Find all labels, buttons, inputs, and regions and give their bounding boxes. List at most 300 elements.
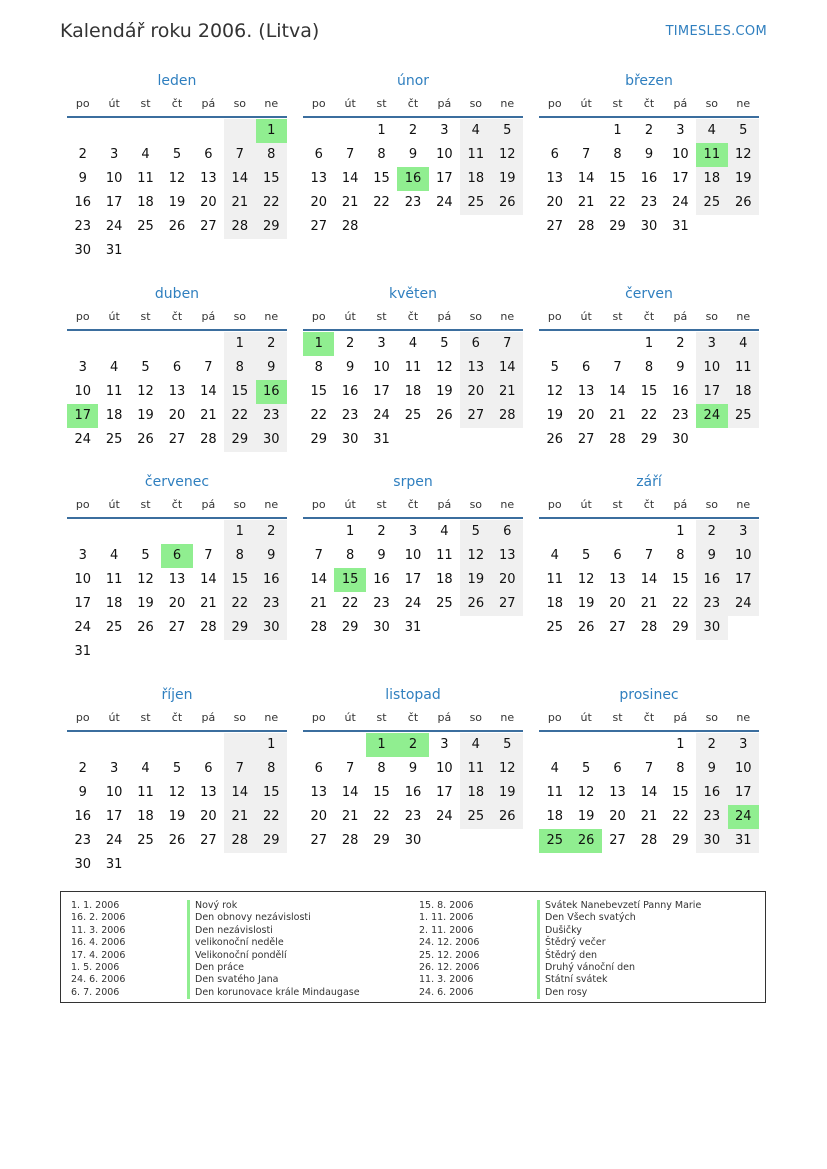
- day-cell[interactable]: 29: [310, 432, 327, 447]
- day-cell[interactable]: 13: [609, 572, 626, 587]
- day-cell[interactable]: 15: [256, 167, 287, 191]
- day-cell[interactable]: 15: [640, 384, 658, 399]
- day-cell[interactable]: 17: [74, 596, 91, 611]
- day-cell[interactable]: 15: [672, 572, 689, 587]
- day-cell[interactable]: 3: [696, 332, 727, 356]
- day-cell[interactable]: 18: [728, 380, 759, 404]
- day-cell[interactable]: 15: [224, 568, 255, 592]
- day-cell[interactable]: 5: [172, 147, 182, 162]
- day-cell[interactable]: 22: [640, 408, 658, 423]
- day-cell[interactable]: 22: [672, 809, 689, 824]
- day-cell[interactable]: 1: [345, 524, 355, 539]
- day-cell[interactable]: 31: [105, 857, 123, 872]
- day-cell[interactable]: 5: [440, 336, 449, 351]
- day-cell[interactable]: 7: [204, 360, 213, 375]
- day-cell[interactable]: 12: [546, 384, 563, 399]
- day-cell[interactable]: 6: [460, 332, 491, 356]
- day-cell[interactable]: 4: [696, 119, 727, 143]
- day-cell[interactable]: 28: [200, 620, 217, 635]
- day-cell[interactable]: 4: [460, 733, 491, 757]
- day-cell[interactable]: 3: [78, 360, 87, 375]
- day-cell[interactable]: 2: [78, 147, 87, 162]
- day-cell[interactable]: 3: [728, 520, 759, 544]
- day-cell[interactable]: 14: [492, 356, 523, 380]
- day-cell[interactable]: 26: [137, 620, 154, 635]
- day-cell[interactable]: 1: [303, 332, 334, 356]
- day-cell[interactable]: 24: [696, 404, 727, 428]
- day-cell[interactable]: 11: [137, 785, 154, 800]
- day-cell[interactable]: 23: [373, 596, 390, 611]
- day-cell[interactable]: 4: [109, 548, 119, 563]
- day-cell[interactable]: 3: [377, 336, 386, 351]
- day-cell[interactable]: 3: [440, 737, 449, 752]
- day-cell[interactable]: 12: [137, 572, 154, 587]
- day-cell[interactable]: 11: [436, 548, 453, 563]
- day-cell[interactable]: 17: [696, 380, 727, 404]
- day-cell[interactable]: 12: [168, 171, 186, 186]
- day-cell[interactable]: 16: [74, 809, 91, 824]
- day-cell[interactable]: 3: [728, 733, 759, 757]
- day-cell[interactable]: 20: [577, 408, 595, 423]
- day-cell[interactable]: 11: [728, 356, 759, 380]
- day-cell[interactable]: 20: [609, 596, 626, 611]
- day-cell[interactable]: 16: [397, 167, 428, 191]
- day-cell[interactable]: 8: [377, 147, 386, 162]
- day-cell[interactable]: 24: [436, 195, 453, 210]
- day-cell[interactable]: 1: [224, 520, 255, 544]
- day-cell[interactable]: 22: [256, 805, 287, 829]
- day-cell[interactable]: 29: [341, 620, 359, 635]
- day-cell[interactable]: 30: [404, 833, 422, 848]
- day-cell[interactable]: 31: [105, 243, 123, 258]
- day-cell[interactable]: 23: [404, 809, 422, 824]
- day-cell[interactable]: 5: [550, 360, 559, 375]
- day-cell[interactable]: 5: [141, 360, 150, 375]
- day-cell[interactable]: 6: [314, 761, 323, 776]
- day-cell[interactable]: 22: [373, 809, 390, 824]
- day-cell[interactable]: 14: [224, 167, 255, 191]
- day-cell[interactable]: 24: [728, 805, 759, 829]
- day-cell[interactable]: 21: [341, 809, 359, 824]
- day-cell[interactable]: 7: [644, 761, 654, 776]
- day-cell[interactable]: 22: [609, 195, 626, 210]
- day-cell[interactable]: 20: [310, 809, 327, 824]
- day-cell[interactable]: 26: [492, 191, 523, 215]
- day-cell[interactable]: 23: [256, 592, 287, 616]
- day-cell[interactable]: 22: [373, 195, 390, 210]
- day-cell[interactable]: 18: [105, 596, 123, 611]
- day-cell[interactable]: 23: [640, 195, 658, 210]
- day-cell[interactable]: 28: [200, 432, 217, 447]
- day-cell[interactable]: 20: [546, 195, 563, 210]
- day-cell[interactable]: 20: [609, 809, 626, 824]
- day-cell[interactable]: 6: [204, 147, 213, 162]
- day-cell[interactable]: 21: [310, 596, 327, 611]
- day-cell[interactable]: 11: [546, 785, 563, 800]
- day-cell[interactable]: 29: [609, 219, 626, 234]
- day-cell[interactable]: 25: [460, 805, 491, 829]
- day-cell[interactable]: 19: [577, 809, 595, 824]
- day-cell[interactable]: 1: [644, 336, 654, 351]
- day-cell[interactable]: 18: [546, 596, 563, 611]
- day-cell[interactable]: 25: [105, 432, 123, 447]
- day-cell[interactable]: 3: [78, 548, 87, 563]
- day-cell[interactable]: 8: [224, 356, 255, 380]
- day-cell[interactable]: 28: [341, 219, 359, 234]
- day-cell[interactable]: 17: [105, 195, 123, 210]
- day-cell[interactable]: 2: [408, 123, 418, 138]
- day-cell[interactable]: 5: [581, 761, 591, 776]
- day-cell[interactable]: 2: [676, 336, 685, 351]
- day-cell[interactable]: 8: [676, 548, 685, 563]
- day-cell[interactable]: 10: [696, 356, 727, 380]
- day-cell[interactable]: 23: [672, 408, 689, 423]
- day-cell[interactable]: 16: [256, 380, 287, 404]
- day-cell[interactable]: 3: [408, 524, 418, 539]
- day-cell[interactable]: 26: [168, 219, 186, 234]
- day-cell[interactable]: 30: [74, 243, 91, 258]
- day-cell[interactable]: 19: [137, 596, 154, 611]
- day-cell[interactable]: 7: [224, 757, 255, 781]
- day-cell[interactable]: 3: [440, 123, 449, 138]
- day-cell[interactable]: 14: [609, 384, 626, 399]
- day-cell[interactable]: 17: [728, 781, 759, 805]
- day-cell[interactable]: 25: [546, 620, 563, 635]
- day-cell[interactable]: 6: [613, 761, 622, 776]
- day-cell[interactable]: 2: [644, 123, 654, 138]
- day-cell[interactable]: 25: [728, 404, 759, 428]
- day-cell[interactable]: 16: [640, 171, 658, 186]
- day-cell[interactable]: 13: [492, 544, 523, 568]
- day-cell[interactable]: 5: [492, 733, 523, 757]
- day-cell[interactable]: 28: [640, 620, 658, 635]
- day-cell[interactable]: 21: [200, 596, 217, 611]
- day-cell[interactable]: 13: [577, 384, 595, 399]
- day-cell[interactable]: 21: [224, 805, 255, 829]
- day-cell[interactable]: 16: [672, 384, 689, 399]
- day-cell[interactable]: 13: [168, 572, 186, 587]
- day-cell[interactable]: 14: [310, 572, 327, 587]
- day-cell[interactable]: 14: [640, 572, 658, 587]
- day-cell[interactable]: 16: [341, 384, 359, 399]
- day-cell[interactable]: 28: [492, 404, 523, 428]
- day-cell[interactable]: 5: [172, 761, 182, 776]
- day-cell[interactable]: 17: [105, 809, 123, 824]
- day-cell[interactable]: 3: [676, 123, 685, 138]
- day-cell[interactable]: 26: [546, 432, 563, 447]
- day-cell[interactable]: 2: [78, 761, 87, 776]
- day-cell[interactable]: 11: [460, 143, 491, 167]
- day-cell[interactable]: 30: [341, 432, 359, 447]
- day-cell[interactable]: 7: [314, 548, 323, 563]
- day-cell[interactable]: 24: [672, 195, 689, 210]
- day-cell[interactable]: 22: [310, 408, 327, 423]
- day-cell[interactable]: 21: [200, 408, 217, 423]
- day-cell[interactable]: 25: [539, 829, 570, 853]
- day-cell[interactable]: 9: [78, 785, 87, 800]
- day-cell[interactable]: 14: [224, 781, 255, 805]
- day-cell[interactable]: 17: [404, 572, 422, 587]
- day-cell[interactable]: 18: [105, 408, 123, 423]
- day-cell[interactable]: 16: [256, 568, 287, 592]
- day-cell[interactable]: 19: [460, 568, 491, 592]
- day-cell[interactable]: 20: [310, 195, 327, 210]
- day-cell[interactable]: 25: [460, 191, 491, 215]
- day-cell[interactable]: 15: [609, 171, 626, 186]
- day-cell[interactable]: 4: [109, 360, 119, 375]
- day-cell[interactable]: 13: [609, 785, 626, 800]
- day-cell[interactable]: 23: [256, 404, 287, 428]
- day-cell[interactable]: 8: [644, 360, 654, 375]
- day-cell[interactable]: 26: [577, 620, 595, 635]
- day-cell[interactable]: 23: [404, 195, 422, 210]
- day-cell[interactable]: 31: [373, 432, 390, 447]
- day-cell[interactable]: 13: [546, 171, 563, 186]
- day-cell[interactable]: 12: [492, 143, 523, 167]
- day-cell[interactable]: 30: [672, 432, 689, 447]
- day-cell[interactable]: 16: [373, 572, 390, 587]
- day-cell[interactable]: 10: [74, 572, 91, 587]
- day-cell[interactable]: 21: [640, 809, 658, 824]
- day-cell[interactable]: 13: [200, 785, 217, 800]
- day-cell[interactable]: 17: [436, 785, 453, 800]
- day-cell[interactable]: 23: [696, 805, 727, 829]
- day-cell[interactable]: 7: [581, 147, 591, 162]
- day-cell[interactable]: 25: [404, 408, 422, 423]
- day-cell[interactable]: 19: [168, 195, 186, 210]
- day-cell[interactable]: 8: [345, 548, 355, 563]
- day-cell[interactable]: 24: [404, 596, 422, 611]
- day-cell[interactable]: 3: [109, 147, 119, 162]
- day-cell[interactable]: 31: [728, 829, 759, 853]
- day-cell[interactable]: 1: [224, 332, 255, 356]
- day-cell[interactable]: 2: [696, 733, 727, 757]
- day-cell[interactable]: 28: [310, 620, 327, 635]
- day-cell[interactable]: 15: [373, 171, 390, 186]
- day-cell[interactable]: 12: [728, 143, 759, 167]
- day-cell[interactable]: 8: [314, 360, 323, 375]
- day-cell[interactable]: 10: [105, 171, 123, 186]
- day-cell[interactable]: 16: [696, 781, 727, 805]
- day-cell[interactable]: 1: [366, 733, 397, 757]
- day-cell[interactable]: 3: [109, 761, 119, 776]
- day-cell[interactable]: 14: [200, 572, 217, 587]
- day-cell[interactable]: 17: [67, 404, 98, 428]
- day-cell[interactable]: 13: [460, 356, 491, 380]
- day-cell[interactable]: 26: [460, 592, 491, 616]
- day-cell[interactable]: 30: [256, 428, 287, 452]
- day-cell[interactable]: 29: [640, 432, 658, 447]
- day-cell[interactable]: 30: [373, 620, 390, 635]
- day-cell[interactable]: 9: [696, 544, 727, 568]
- day-cell[interactable]: 24: [373, 408, 390, 423]
- day-cell[interactable]: 18: [546, 809, 563, 824]
- day-cell[interactable]: 2: [377, 524, 386, 539]
- day-cell[interactable]: 22: [341, 596, 359, 611]
- day-cell[interactable]: 21: [609, 408, 626, 423]
- day-cell[interactable]: 27: [200, 833, 217, 848]
- day-cell[interactable]: 10: [74, 384, 91, 399]
- day-cell[interactable]: 10: [436, 147, 453, 162]
- day-cell[interactable]: 22: [224, 592, 255, 616]
- day-cell[interactable]: 4: [460, 119, 491, 143]
- day-cell[interactable]: 16: [696, 568, 727, 592]
- day-cell[interactable]: 9: [408, 761, 418, 776]
- day-cell[interactable]: 28: [224, 829, 255, 853]
- day-cell[interactable]: 27: [460, 404, 491, 428]
- day-cell[interactable]: 6: [613, 548, 622, 563]
- day-cell[interactable]: 26: [436, 408, 453, 423]
- day-cell[interactable]: 6: [581, 360, 591, 375]
- day-cell[interactable]: 26: [168, 833, 186, 848]
- day-cell[interactable]: 5: [141, 548, 150, 563]
- day-cell[interactable]: 26: [728, 191, 759, 215]
- day-cell[interactable]: 24: [74, 620, 91, 635]
- day-cell[interactable]: 2: [397, 733, 428, 757]
- day-cell[interactable]: 16: [74, 195, 91, 210]
- day-cell[interactable]: 10: [672, 147, 689, 162]
- day-cell[interactable]: 29: [224, 428, 255, 452]
- day-cell[interactable]: 9: [256, 544, 287, 568]
- day-cell[interactable]: 2: [345, 336, 355, 351]
- day-cell[interactable]: 9: [256, 356, 287, 380]
- day-cell[interactable]: 26: [137, 432, 154, 447]
- day-cell[interactable]: 2: [696, 520, 727, 544]
- day-cell[interactable]: 29: [256, 215, 287, 239]
- day-cell[interactable]: 21: [224, 191, 255, 215]
- day-cell[interactable]: 19: [728, 167, 759, 191]
- day-cell[interactable]: 11: [137, 171, 154, 186]
- day-cell[interactable]: 25: [137, 219, 154, 234]
- day-cell[interactable]: 5: [460, 520, 491, 544]
- day-cell[interactable]: 30: [256, 616, 287, 640]
- day-cell[interactable]: 13: [200, 171, 217, 186]
- day-cell[interactable]: 19: [492, 781, 523, 805]
- day-cell[interactable]: 27: [168, 432, 186, 447]
- day-cell[interactable]: 14: [341, 171, 359, 186]
- day-cell[interactable]: 12: [168, 785, 186, 800]
- day-cell[interactable]: 15: [224, 380, 255, 404]
- day-cell[interactable]: 14: [200, 384, 217, 399]
- day-cell[interactable]: 7: [224, 143, 255, 167]
- day-cell[interactable]: 15: [373, 785, 390, 800]
- day-cell[interactable]: 1: [256, 733, 287, 757]
- day-cell[interactable]: 10: [373, 360, 390, 375]
- day-cell[interactable]: 30: [696, 829, 727, 853]
- day-cell[interactable]: 25: [436, 596, 453, 611]
- day-cell[interactable]: 11: [105, 384, 123, 399]
- day-cell[interactable]: 27: [609, 833, 626, 848]
- day-cell[interactable]: 18: [460, 167, 491, 191]
- day-cell[interactable]: 27: [168, 620, 186, 635]
- day-cell[interactable]: 19: [546, 408, 563, 423]
- day-cell[interactable]: 4: [408, 336, 418, 351]
- day-cell[interactable]: 8: [613, 147, 622, 162]
- day-cell[interactable]: 15: [334, 568, 365, 592]
- day-cell[interactable]: 10: [404, 548, 422, 563]
- day-cell[interactable]: 28: [640, 833, 658, 848]
- day-cell[interactable]: 1: [256, 119, 287, 143]
- day-cell[interactable]: 15: [672, 785, 689, 800]
- day-cell[interactable]: 25: [137, 833, 154, 848]
- day-cell[interactable]: 12: [577, 785, 595, 800]
- day-cell[interactable]: 20: [492, 568, 523, 592]
- day-cell[interactable]: 20: [460, 380, 491, 404]
- day-cell[interactable]: 23: [74, 219, 91, 234]
- day-cell[interactable]: 5: [492, 119, 523, 143]
- day-cell[interactable]: 20: [200, 809, 217, 824]
- day-cell[interactable]: 13: [310, 785, 327, 800]
- day-cell[interactable]: 10: [728, 757, 759, 781]
- day-cell[interactable]: 9: [78, 171, 87, 186]
- day-cell[interactable]: 6: [204, 761, 213, 776]
- day-cell[interactable]: 23: [696, 592, 727, 616]
- day-cell[interactable]: 6: [314, 147, 323, 162]
- day-cell[interactable]: 22: [672, 596, 689, 611]
- day-cell[interactable]: 7: [345, 761, 355, 776]
- day-cell[interactable]: 22: [256, 191, 287, 215]
- day-cell[interactable]: 4: [550, 548, 559, 563]
- day-cell[interactable]: 10: [105, 785, 123, 800]
- day-cell[interactable]: 7: [204, 548, 213, 563]
- day-cell[interactable]: 4: [141, 761, 150, 776]
- day-cell[interactable]: 24: [105, 833, 123, 848]
- day-cell[interactable]: 12: [577, 572, 595, 587]
- day-cell[interactable]: 14: [341, 785, 359, 800]
- day-cell[interactable]: 21: [577, 195, 595, 210]
- day-cell[interactable]: 12: [137, 384, 154, 399]
- day-cell[interactable]: 8: [256, 757, 287, 781]
- day-cell[interactable]: 6: [492, 520, 523, 544]
- day-cell[interactable]: 6: [550, 147, 559, 162]
- day-cell[interactable]: 27: [577, 432, 595, 447]
- day-cell[interactable]: 5: [728, 119, 759, 143]
- day-cell[interactable]: 14: [640, 785, 658, 800]
- day-cell[interactable]: 1: [377, 123, 386, 138]
- day-cell[interactable]: 18: [137, 195, 154, 210]
- day-cell[interactable]: 19: [577, 596, 595, 611]
- day-cell[interactable]: 27: [492, 592, 523, 616]
- day-cell[interactable]: 4: [728, 332, 759, 356]
- day-cell[interactable]: 1: [613, 123, 622, 138]
- day-cell[interactable]: 1: [676, 524, 685, 539]
- day-cell[interactable]: 31: [74, 644, 91, 659]
- day-cell[interactable]: 30: [74, 857, 91, 872]
- day-cell[interactable]: 17: [672, 171, 689, 186]
- day-cell[interactable]: 27: [200, 219, 217, 234]
- day-cell[interactable]: 27: [310, 219, 327, 234]
- day-cell[interactable]: 9: [377, 548, 386, 563]
- day-cell[interactable]: 20: [200, 195, 217, 210]
- day-cell[interactable]: 18: [404, 384, 422, 399]
- brand-link[interactable]: TIMESLES.COM: [665, 24, 767, 39]
- day-cell[interactable]: 26: [570, 829, 601, 853]
- day-cell[interactable]: 21: [341, 195, 359, 210]
- day-cell[interactable]: 14: [577, 171, 595, 186]
- day-cell[interactable]: 24: [105, 219, 123, 234]
- day-cell[interactable]: 6: [161, 544, 192, 568]
- day-cell[interactable]: 6: [172, 360, 182, 375]
- day-cell[interactable]: 19: [168, 809, 186, 824]
- day-cell[interactable]: 8: [676, 761, 685, 776]
- day-cell[interactable]: 18: [696, 167, 727, 191]
- day-cell[interactable]: 28: [341, 833, 359, 848]
- day-cell[interactable]: 27: [609, 620, 626, 635]
- day-cell[interactable]: 15: [256, 781, 287, 805]
- day-cell[interactable]: 2: [256, 520, 287, 544]
- day-cell[interactable]: 17: [373, 384, 390, 399]
- day-cell[interactable]: 18: [137, 809, 154, 824]
